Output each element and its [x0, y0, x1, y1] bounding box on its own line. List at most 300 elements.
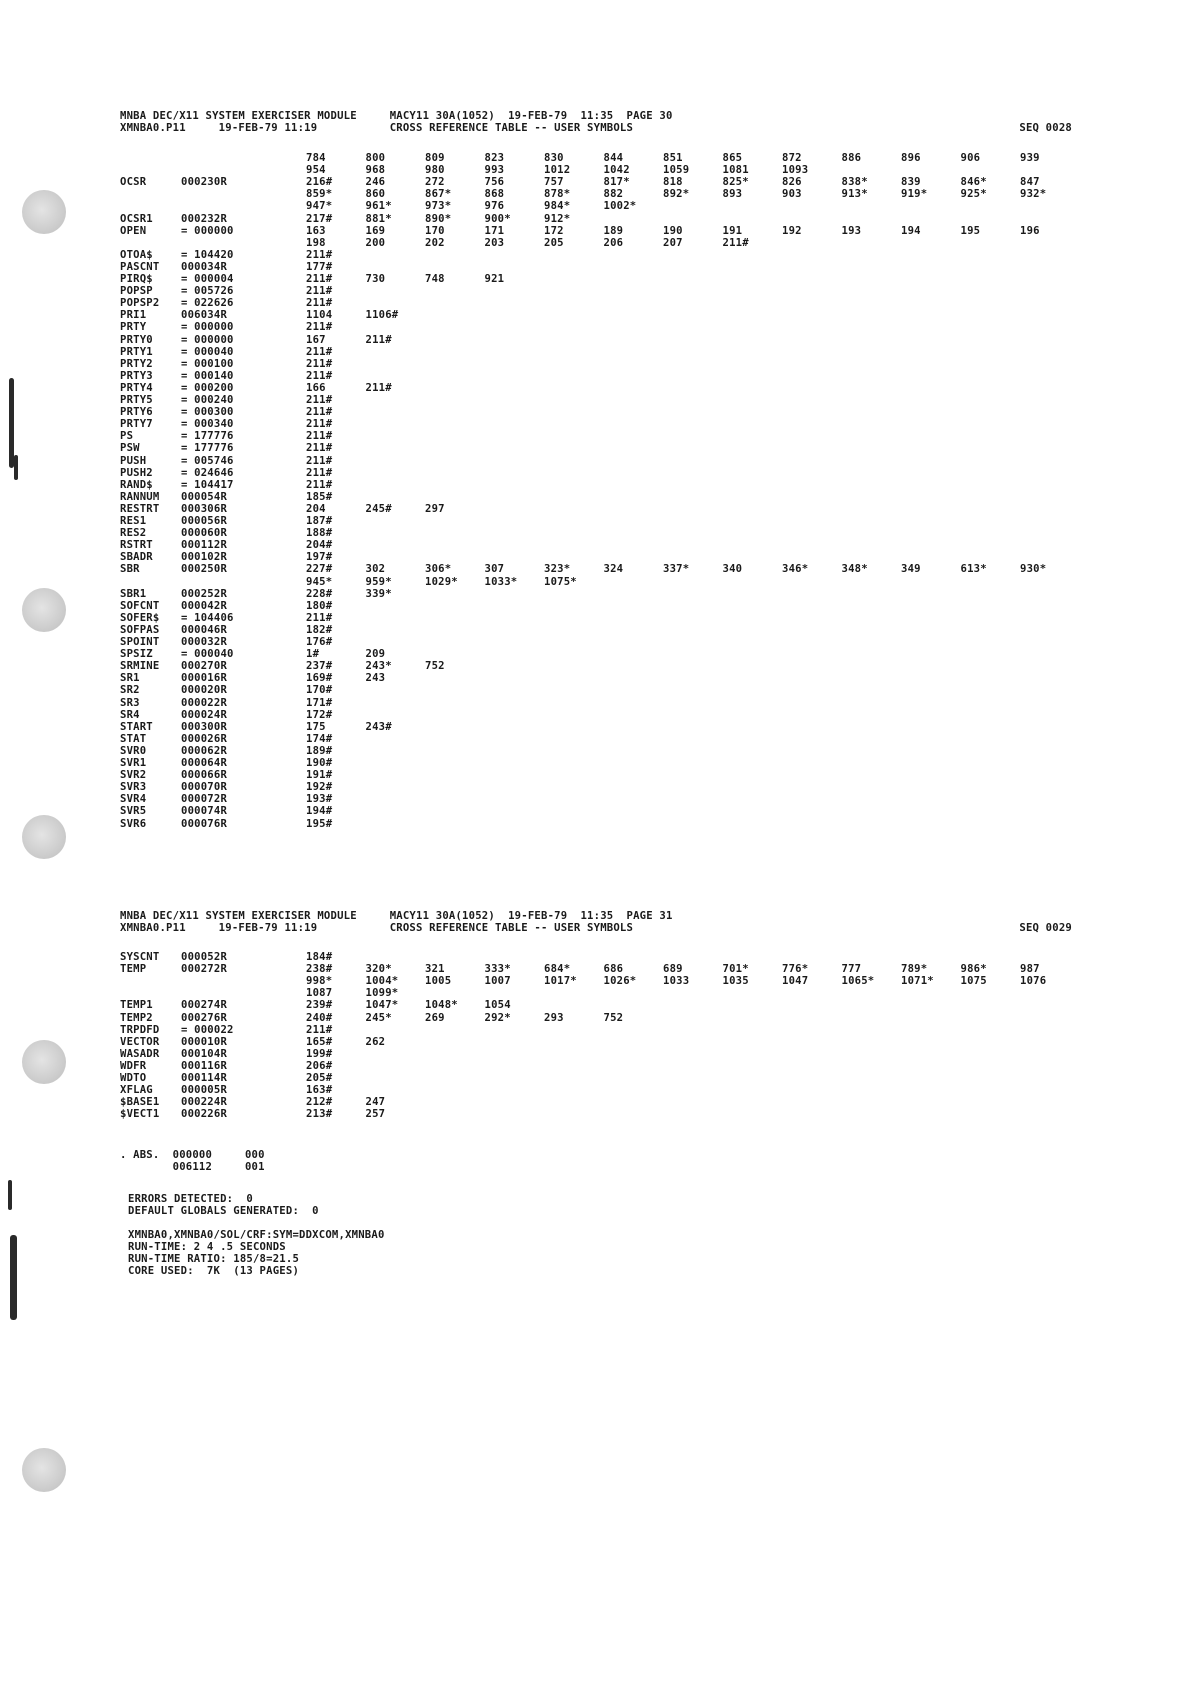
reference-number: 838* — [841, 176, 868, 189]
reference-number: 1035 — [722, 975, 749, 988]
reference-number: 613* — [960, 563, 987, 576]
reference-number: 189# — [306, 744, 333, 757]
symbol-name: SRMINE — [120, 660, 160, 673]
reference-number: 211# — [722, 236, 749, 249]
symbol-name: RSTRT — [120, 539, 153, 552]
symbol-name: WDTO — [120, 1072, 147, 1084]
symbol-name: RESTRT — [120, 502, 160, 515]
reference-number: 205 — [544, 236, 564, 249]
reference-number: 913* — [841, 188, 868, 201]
reference-number: 177# — [306, 260, 333, 273]
reference-number: 986* — [960, 963, 987, 976]
reference-number: 170 — [425, 224, 445, 237]
reference-number: 194 — [901, 224, 921, 237]
reference-number: 839 — [901, 176, 921, 189]
header-line-2: XMNBA0.P11 19-FEB-79 11:19 CROSS REFERENCE TABLE -- USER SYMBOLS — [120, 922, 634, 934]
symbol-value: 000102R — [181, 551, 228, 564]
reference-number: 245# — [365, 502, 392, 515]
symbol-name: SR1 — [120, 672, 140, 685]
reference-number: 170# — [306, 684, 333, 697]
reference-number: 211# — [306, 321, 333, 334]
symbol-name: POPSP — [120, 285, 153, 298]
reference-number: 333* — [484, 963, 511, 976]
reference-number: 1104 — [306, 309, 333, 322]
symbol-value: 000276R — [181, 1011, 228, 1024]
symbol-value: 000054R — [181, 490, 228, 503]
reference-number: 211# — [306, 248, 333, 261]
reference-number: 243* — [365, 660, 392, 673]
reference-number: 1047* — [365, 999, 399, 1012]
reference-number: 239# — [306, 999, 333, 1012]
reference-number: 211# — [306, 430, 333, 443]
symbol-name: OCSR1 — [120, 212, 153, 225]
symbol-value: = 000000 — [181, 224, 234, 237]
reference-number: 1081 — [722, 164, 749, 177]
symbol-name: RES1 — [120, 515, 147, 527]
reference-number: 293 — [544, 1011, 564, 1024]
reference-number: 752 — [603, 1011, 624, 1024]
reference-number: 998* — [306, 975, 333, 988]
symbol-value: 000072R — [181, 793, 228, 806]
symbol-value: = 000340 — [181, 418, 234, 431]
summary-line: ERRORS DETECTED: 0 — [128, 1193, 253, 1205]
symbol-value: 000052R — [181, 951, 228, 963]
reference-number: 800 — [365, 152, 386, 164]
symbol-value: 000250R — [181, 563, 228, 576]
reference-number: 976 — [484, 200, 505, 213]
symbol-name: SOFCNT — [120, 599, 160, 612]
reference-number: 892* — [663, 188, 690, 201]
reference-number: 243 — [365, 672, 386, 685]
reference-number: 211# — [306, 466, 333, 479]
seq-number: SEQ 0029 — [1019, 922, 1072, 934]
reference-number: 211# — [306, 357, 333, 370]
symbol-value: 000270R — [181, 660, 228, 673]
reference-number: 211# — [306, 273, 333, 285]
reference-number: 1065* — [841, 975, 875, 988]
reference-number: 872 — [782, 152, 802, 164]
symbol-value: 000066R — [181, 769, 228, 782]
reference-number: 878* — [544, 188, 571, 201]
reference-number: 865 — [722, 152, 743, 164]
symbol-name: RAND$ — [120, 478, 153, 491]
reference-number: 174# — [306, 732, 333, 745]
reference-number: 209 — [365, 648, 386, 661]
reference-number: 272 — [425, 176, 445, 189]
reference-number: 867* — [425, 188, 452, 201]
reference-number: 689 — [663, 963, 683, 976]
reference-number: 237# — [306, 660, 333, 673]
reference-number: 947* — [306, 200, 333, 213]
reference-number: 192 — [782, 224, 802, 237]
symbol-name: PIRQ$ — [120, 273, 153, 285]
symbol-value: = 000040 — [181, 648, 234, 661]
symbol-name: POPSP2 — [120, 297, 160, 310]
summary-line: RUN-TIME RATIO: 185/8=21.5 — [128, 1253, 300, 1265]
reference-number: 246 — [365, 176, 386, 189]
reference-number: 199# — [306, 1047, 333, 1060]
reference-number: 200 — [365, 236, 386, 249]
symbol-value: = 000200 — [181, 381, 234, 394]
reference-number: 777 — [841, 963, 862, 976]
symbol-value: 000026R — [181, 732, 228, 745]
summary-line: XMNBA0,XMNBA0/SOL/CRF:SYM=DDXCOM,XMNBA0 — [128, 1229, 385, 1241]
reference-number: 192# — [306, 781, 333, 794]
reference-number: 211# — [306, 369, 333, 382]
reference-number: 193 — [841, 224, 862, 237]
symbol-name: TEMP2 — [120, 1011, 153, 1024]
abs-section-line: 006112 001 — [120, 1161, 265, 1173]
symbol-value: 000042R — [181, 599, 228, 612]
symbol-name: SVR0 — [120, 744, 147, 757]
symbol-name: SPSIZ — [120, 648, 153, 661]
symbol-name: SVR5 — [120, 805, 147, 818]
symbol-value: 000010R — [181, 1035, 228, 1048]
symbol-value: 000074R — [181, 805, 228, 818]
reference-number: 182# — [306, 623, 333, 636]
binder-hole-3 — [22, 815, 66, 859]
symbol-name: SBADR — [120, 551, 153, 564]
reference-number: 1026* — [603, 975, 637, 988]
reference-number: 211# — [306, 611, 333, 624]
scan-mark — [14, 455, 18, 480]
reference-number: 257 — [365, 1108, 386, 1121]
symbol-name: SVR2 — [120, 769, 147, 782]
symbol-value: = 000100 — [181, 357, 234, 370]
reference-number: 171 — [484, 224, 505, 237]
reference-number: 211# — [306, 406, 333, 419]
reference-number: 823 — [484, 152, 505, 164]
symbol-name: RES2 — [120, 527, 147, 540]
reference-number: 306* — [425, 563, 452, 576]
symbol-value: = 177776 — [181, 430, 234, 443]
symbol-value: = 000040 — [181, 345, 234, 358]
reference-number: 191 — [722, 224, 743, 237]
binder-hole-5 — [22, 1448, 66, 1492]
reference-number: 1047 — [782, 975, 809, 988]
reference-number: 701* — [722, 963, 749, 976]
symbol-name: PRTY0 — [120, 333, 153, 346]
summary-line: CORE USED: 7K (13 PAGES) — [128, 1265, 300, 1277]
reference-number: 195# — [306, 817, 333, 830]
reference-number: 959* — [365, 575, 392, 588]
reference-number: 859* — [306, 188, 333, 201]
reference-number: 730 — [365, 273, 386, 285]
reference-number: 973* — [425, 200, 452, 213]
reference-number: 776* — [782, 963, 809, 976]
reference-number: 349 — [901, 563, 921, 576]
symbol-value: 000232R — [181, 212, 228, 225]
reference-number: 1007 — [484, 975, 511, 988]
reference-number: 211# — [306, 1023, 333, 1036]
symbol-value: = 104420 — [181, 248, 234, 261]
reference-number: 830 — [544, 152, 564, 164]
reference-number: 203 — [484, 236, 505, 249]
reference-number: 211# — [306, 297, 333, 310]
reference-number: 1106# — [365, 309, 399, 322]
symbol-name: XFLAG — [120, 1084, 153, 1097]
reference-number: 1002* — [603, 200, 637, 213]
symbol-value: 000024R — [181, 708, 228, 721]
symbol-value: 000076R — [181, 817, 228, 830]
reference-number: 211# — [306, 418, 333, 431]
symbol-name: SVR4 — [120, 793, 147, 806]
symbol-value: = 005746 — [181, 454, 234, 467]
symbol-name: VECTOR — [120, 1035, 160, 1048]
symbol-name: SVR3 — [120, 781, 147, 794]
reference-number: 184# — [306, 951, 333, 963]
symbol-name: SYSCNT — [120, 951, 160, 963]
symbol-name: OCSR — [120, 176, 147, 189]
symbol-value: 006034R — [181, 309, 228, 322]
reference-number: 868 — [484, 188, 505, 201]
reference-number: 172 — [544, 224, 564, 237]
reference-number: 980 — [425, 164, 445, 177]
reference-number: 340 — [722, 563, 743, 576]
symbol-value: 000016R — [181, 672, 228, 685]
symbol-value: 000306R — [181, 502, 228, 515]
reference-number: 211# — [306, 285, 333, 298]
symbol-value: 000300R — [181, 720, 228, 733]
reference-number: 204 — [306, 502, 326, 515]
reference-number: 217# — [306, 212, 333, 225]
reference-number: 337* — [663, 563, 690, 576]
reference-number: 968 — [365, 164, 386, 177]
symbol-value: = 000022 — [181, 1023, 234, 1036]
reference-number: 198 — [306, 236, 326, 249]
reference-number: 180# — [306, 599, 333, 612]
symbol-name: PS — [120, 430, 134, 443]
reference-number: 748 — [425, 273, 445, 285]
symbol-name: SVR1 — [120, 757, 147, 769]
symbol-value: 000226R — [181, 1108, 228, 1121]
scan-mark — [8, 1180, 12, 1210]
reference-number: 1099* — [365, 987, 399, 1000]
reference-number: 912* — [544, 212, 571, 225]
symbol-value: 000070R — [181, 781, 228, 794]
symbol-value: = 000000 — [181, 333, 234, 346]
reference-number: 1075 — [960, 975, 987, 988]
reference-number: 757 — [544, 176, 564, 189]
symbol-name: PRTY7 — [120, 418, 153, 431]
symbol-value: 000020R — [181, 684, 228, 697]
reference-number: 1029* — [425, 575, 458, 588]
reference-number: 185# — [306, 490, 333, 503]
symbol-value: 000274R — [181, 999, 228, 1012]
reference-number: 189 — [603, 224, 624, 237]
symbol-name: $VECT1 — [120, 1108, 160, 1121]
reference-number: 204# — [306, 539, 333, 552]
symbol-value: 000104R — [181, 1047, 228, 1060]
reference-number: 1004* — [365, 975, 399, 988]
reference-number: 686 — [603, 963, 624, 976]
symbol-value: = 104417 — [181, 478, 234, 491]
reference-number: 886 — [841, 152, 862, 164]
reference-number: 227# — [306, 563, 333, 576]
reference-number: 930* — [1020, 563, 1047, 576]
reference-number: 190 — [663, 224, 683, 237]
reference-number: 921 — [484, 273, 505, 285]
reference-number: 176# — [306, 636, 333, 648]
symbol-value: 000060R — [181, 527, 228, 540]
reference-number: 993 — [484, 164, 505, 177]
symbol-value: 000064R — [181, 757, 228, 769]
reference-number: 175 — [306, 720, 326, 733]
reference-number: 896 — [901, 152, 921, 164]
reference-number: 756 — [484, 176, 505, 189]
reference-number: 882 — [603, 188, 624, 201]
reference-number: 1042 — [603, 164, 630, 177]
symbol-name: OPEN — [120, 224, 147, 237]
reference-number: 207 — [663, 236, 683, 249]
symbol-name: SBR — [120, 563, 140, 576]
scan-mark — [10, 1235, 17, 1320]
reference-number: 197# — [306, 551, 333, 564]
reference-number: 825* — [722, 176, 749, 189]
binder-hole-1 — [22, 190, 66, 234]
symbol-name: SOFPAS — [120, 623, 160, 636]
reference-number: 1005 — [425, 975, 452, 988]
reference-number: 321 — [425, 963, 445, 976]
reference-number: 846* — [960, 176, 987, 189]
reference-number: 881* — [365, 212, 392, 225]
symbol-value: 000112R — [181, 539, 228, 552]
reference-number: 245* — [365, 1011, 392, 1024]
reference-number: 172# — [306, 708, 333, 721]
symbol-value: 000046R — [181, 623, 228, 636]
header-line-1: MNBA DEC/X11 SYSTEM EXERCISER MODULE MACY11 30A(1052) 19-FEB-79 11:35 PAGE 30 — [120, 110, 673, 122]
reference-number: 860 — [365, 188, 386, 201]
symbol-name: SVR6 — [120, 817, 147, 830]
reference-number: 163# — [306, 1084, 333, 1097]
reference-number: 202 — [425, 236, 445, 249]
binder-hole-4 — [22, 1040, 66, 1084]
reference-number: 302 — [365, 563, 386, 576]
reference-number: 228# — [306, 587, 333, 600]
reference-number: 817* — [603, 176, 630, 189]
reference-number: 206 — [603, 236, 624, 249]
symbol-name: STAT — [120, 732, 147, 745]
reference-number: 165# — [306, 1035, 333, 1048]
reference-number: 163 — [306, 224, 326, 237]
symbol-name: START — [120, 720, 153, 733]
symbol-name: PASCNT — [120, 260, 160, 273]
scan-mark — [9, 378, 14, 468]
symbol-name: WDFR — [120, 1059, 147, 1072]
reference-number: 320* — [365, 963, 392, 976]
symbol-name: PRTY1 — [120, 345, 153, 358]
symbol-value: = 024646 — [181, 466, 234, 479]
reference-number: 348* — [841, 563, 868, 576]
reference-number: 844 — [603, 152, 624, 164]
symbol-name: TRPDFD — [120, 1023, 160, 1036]
reference-number: 1048* — [425, 999, 458, 1012]
reference-number: 206# — [306, 1059, 333, 1072]
symbol-value: 000062R — [181, 744, 228, 757]
reference-number: 851 — [663, 152, 683, 164]
reference-number: 1076 — [1020, 975, 1047, 988]
reference-number: 292* — [484, 1011, 511, 1024]
reference-number: 1075* — [544, 575, 577, 588]
header-line-2: XMNBA0.P11 19-FEB-79 11:19 CROSS REFERENCE TABLE -- USER SYMBOLS — [120, 122, 634, 134]
reference-number: 193# — [306, 793, 333, 806]
reference-number: 1# — [306, 648, 320, 661]
summary-line: RUN-TIME: 2 4 .5 SECONDS — [128, 1241, 286, 1253]
symbol-value: 000005R — [181, 1084, 228, 1097]
reference-number: 211# — [365, 333, 392, 346]
reference-number: 216# — [306, 176, 333, 189]
reference-number: 195 — [960, 224, 981, 237]
symbol-value: 000272R — [181, 963, 228, 976]
symbol-name: SR3 — [120, 696, 140, 709]
reference-number: 196 — [1020, 224, 1040, 237]
reference-number: 213# — [306, 1108, 333, 1121]
reference-number: 818 — [663, 176, 683, 189]
symbol-name: WASADR — [120, 1047, 160, 1060]
reference-number: 1012 — [544, 164, 571, 177]
symbol-value: 000116R — [181, 1059, 228, 1072]
symbol-name: SR4 — [120, 708, 140, 721]
reference-number: 240# — [306, 1011, 333, 1024]
reference-number: 346* — [782, 563, 809, 576]
summary-line: DEFAULT GLOBALS GENERATED: 0 — [128, 1205, 319, 1217]
symbol-name: PRTY5 — [120, 394, 153, 406]
reference-number: 324 — [603, 563, 624, 576]
reference-number: 1087 — [306, 987, 333, 1000]
symbol-name: PRTY — [120, 321, 147, 334]
reference-number: 190# — [306, 757, 333, 769]
reference-number: 826 — [782, 176, 802, 189]
reference-number: 212# — [306, 1096, 333, 1109]
reference-number: 238# — [306, 963, 333, 976]
symbol-value: = 000000 — [181, 321, 234, 334]
symbol-name: PUSH2 — [120, 466, 153, 479]
reference-number: 243# — [365, 720, 392, 733]
symbol-value: = 000140 — [181, 369, 234, 382]
reference-number: 323* — [544, 563, 571, 576]
symbol-name: $BASE1 — [120, 1096, 160, 1109]
symbol-value: = 005726 — [181, 285, 234, 298]
reference-number: 307 — [484, 563, 505, 576]
reference-number: 169# — [306, 672, 333, 685]
symbol-name: SR2 — [120, 684, 140, 697]
reference-number: 684* — [544, 963, 571, 976]
symbol-name: PRTY4 — [120, 381, 153, 394]
symbol-name: SBR1 — [120, 587, 147, 600]
symbol-value: 000114R — [181, 1072, 228, 1084]
reference-number: 984* — [544, 200, 571, 213]
symbol-value: 000252R — [181, 587, 228, 600]
reference-number: 269 — [425, 1011, 445, 1024]
binder-hole-2 — [22, 588, 66, 632]
reference-number: 932* — [1020, 188, 1047, 201]
reference-number: 954 — [306, 164, 326, 177]
reference-number: 1093 — [782, 164, 809, 177]
reference-number: 906 — [960, 152, 981, 164]
symbol-value: 000034R — [181, 260, 228, 273]
reference-number: 205# — [306, 1072, 333, 1084]
reference-number: 1054 — [484, 999, 511, 1012]
reference-number: 987 — [1020, 963, 1040, 976]
symbol-value: = 000240 — [181, 394, 234, 406]
reference-number: 784 — [306, 152, 326, 164]
reference-number: 900* — [484, 212, 511, 225]
seq-number: SEQ 0028 — [1019, 122, 1072, 134]
symbol-value: = 000300 — [181, 406, 234, 419]
reference-number: 893 — [722, 188, 743, 201]
symbol-name: TEMP1 — [120, 999, 153, 1012]
symbol-name: PSW — [120, 442, 140, 455]
